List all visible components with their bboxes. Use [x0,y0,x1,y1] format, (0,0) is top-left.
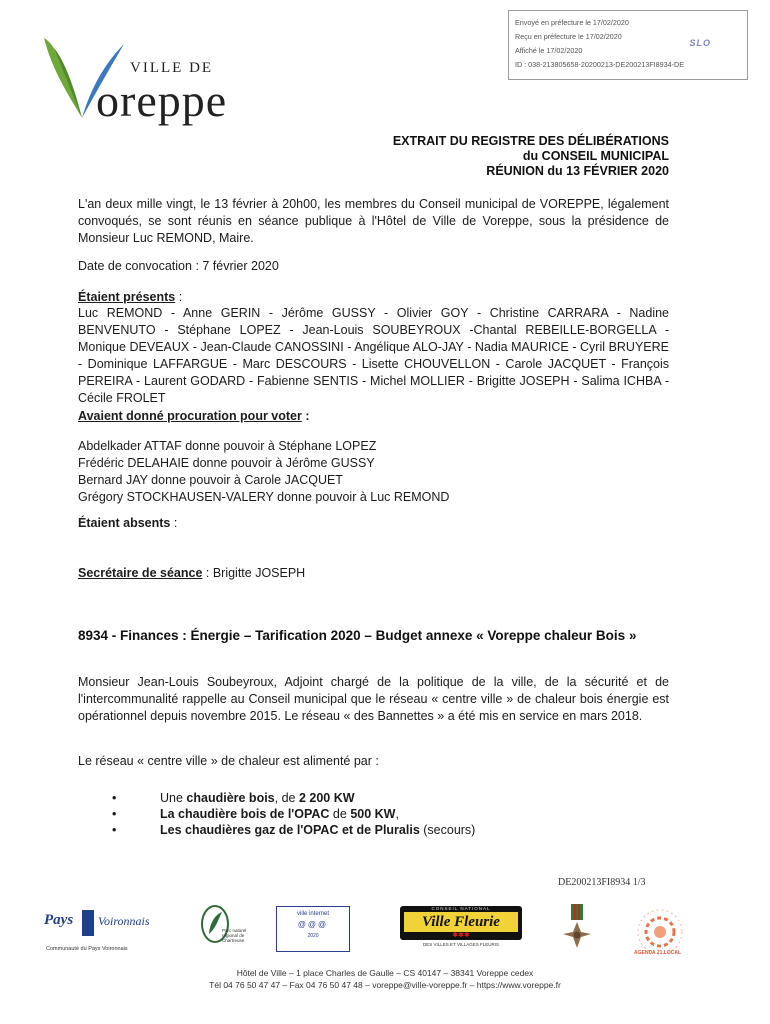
title-line-2: du CONSEIL MUNICIPAL [522,149,669,163]
proxy-line: Abdelkader ATTAF donne pouvoir à Stéphane LOPEZ [78,439,377,453]
bullet-bold: 2 200 KW [298,791,355,805]
presents-colon: : [175,290,183,304]
croix-de-guerre-icon [562,904,592,954]
bullet-symbol: • [112,807,117,821]
bullet-bold: La chaudière bois de l'OPAC [160,807,330,821]
presents-label: Étaient présents [78,290,176,304]
footer-address: Hôtel de Ville – 1 place Charles de Gaulle – CS 40147 – 38341 Voreppe cedex [236,968,534,978]
bullet-symbol: • [112,823,117,837]
item-paragraph-1: Monsieur Jean-Louis Soubeyroux, Adjoint chargé de la politique de la ville, de la sécurité et de l'intercommunalité rappelle au Conseil municipal que le réseau « centre ville » de chaleur bois énergie est opérationnel depuis novembre 2015. Le réseau « des Bannettes » a été mis en service en mars 2018. [78,675,669,723]
bullet-text: Une [160,791,187,805]
proxies-heading [78,408,669,425]
proxy-line: Grégory STOCKHAUSEN-VALERY donne pouvoir à Luc REMOND [78,490,450,504]
intro-paragraph: L'an deux mille vingt, le 13 février à 20h00, les membres du Conseil municipal de VOREPPE, légalement convoqués, se sont réunis en séance publique à l'Hôtel de Ville de Voreppe, sous la présidence de Monsieur Luc REMOND, Maire. [78,197,669,245]
stamp-mark: SLO [689,38,711,48]
stamp-posted: Affiché le 17/02/2020 [515,46,583,55]
bullet-bold: chaudière bois [186,791,275,805]
pays-caption: Communauté du Pays Voironnais [46,946,128,952]
secretary-label: Secrétaire de séance [78,566,203,580]
vf-bottom: DES VILLES ET VILLAGES FLEURIS [423,942,499,947]
list-item [112,806,475,822]
stamp-id: ID : 038-213805658-20200213-DE200213FI8934-DE [515,60,685,69]
presents-heading [78,289,669,306]
ville-internet-logo [276,906,350,952]
bullet-symbol: • [112,791,117,805]
absents-colon: : [170,516,178,530]
ville-internet-at-icons: @@@ [297,920,329,929]
partner-logos [38,900,738,960]
list-item [112,790,475,806]
secretary-name: Brigitte JOSEPH [212,566,306,580]
proxies-list [78,438,669,506]
proxy-line: Frédéric DELAHAIE donne pouvoir à Jérôme GUSSY [78,456,375,470]
ville-internet-year: 2020 [307,933,319,939]
ville-internet-head: ville internet [296,911,329,917]
parc-chartreuse-logo [200,904,247,956]
parc-caption: Parc naturel régional de Chartreuse [222,928,247,943]
pays-mark-icon [82,910,94,936]
title-line-1: EXTRAIT DU REGISTRE DES DÉLIBÉRATIONS [392,134,669,148]
pays-voironnais-logo [44,910,164,956]
agenda-caption: AGENDA 21 LOCAL [634,950,682,956]
vf-stars: ✱✱✱ [452,932,470,939]
pays-label: Pays [44,912,74,928]
bullet-text: , de [274,791,299,805]
absents-label: Étaient absents [78,516,171,530]
item-paragraph-2: Le réseau « centre ville » de chaleur est alimenté par : [78,754,379,768]
agenda-21-logo [630,902,690,958]
voironnais-label: Voironnais [98,914,150,928]
title-line-3: RÉUNION du 13 FÉVRIER 2020 [486,164,669,178]
absents-heading [78,515,669,532]
prefecture-stamp [508,10,748,80]
list-item [112,822,475,838]
stamp-received: Reçu en préfecture le 17/02/2020 [515,32,622,41]
vf-top: CONSEIL NATIONAL [431,906,491,911]
footer-contact: Tél 04 76 50 47 47 – Fax 04 76 50 47 48 – voreppe@ville-voreppe.fr – https://www.voreppe.fr [209,980,561,990]
document-title [393,134,669,179]
bullet-text: (secours) [419,823,476,837]
proxy-line: Bernard JAY donne pouvoir à Carole JACQUET [78,473,343,487]
document-reference: DE200213FI8934 1/3 [558,877,646,888]
bullet-text: de [329,807,351,821]
bullet-bold: Les chaudières gaz de l'OPAC et de Pluralis [160,823,420,837]
vf-name: Ville Fleurie [404,912,518,932]
logo-town-name: oreppe [96,75,228,126]
proxies-label: Avaient donné procuration pour voter [78,409,302,423]
item-title: 8934 - Finances : Énergie – Tarification 2020 – Budget annexe « Voreppe chaleur Bois » [78,628,637,643]
bullet-text: , [395,807,399,821]
secretary-colon: : [202,566,213,580]
convocation-date: Date de convocation : 7 février 2020 [78,259,279,273]
secretary-line [78,565,669,582]
voreppe-logo [38,34,238,124]
bullet-bold: 500 KW [350,807,396,821]
presents-list: Luc REMOND - Anne GERIN - Jérôme GUSSY - Olivier GOY - Christine CARRARA - Nadine BENVENUTO - Stéphane LOPEZ - Jean-Louis SOUBEYROUX -Chantal REBEILLE-BORGELLA - Monique DEVEAUX - Jean-Claude CANOSSINI - Angélique ALO-JAY - Nadia MAURICE - Cyril BRUYERE - Dominique LAFFARGUE - Marc DESCOURS - Lisette CHOUVELLON - Carole JACQUET - François PEREIRA - Laurent GODARD - Fabienne SENTIS - Michel MOLLIER - Brigitte JOSEPH - Salima ICHBA - Cécile FROLET [78,306,669,405]
stamp-sent: Envoyé en préfecture le 17/02/2020 [515,18,629,27]
logo-ville-de: VILLE DE [130,60,214,76]
bullet-list [112,790,475,838]
proxies-colon: : [301,409,310,423]
ville-fleurie-logo [400,906,522,947]
